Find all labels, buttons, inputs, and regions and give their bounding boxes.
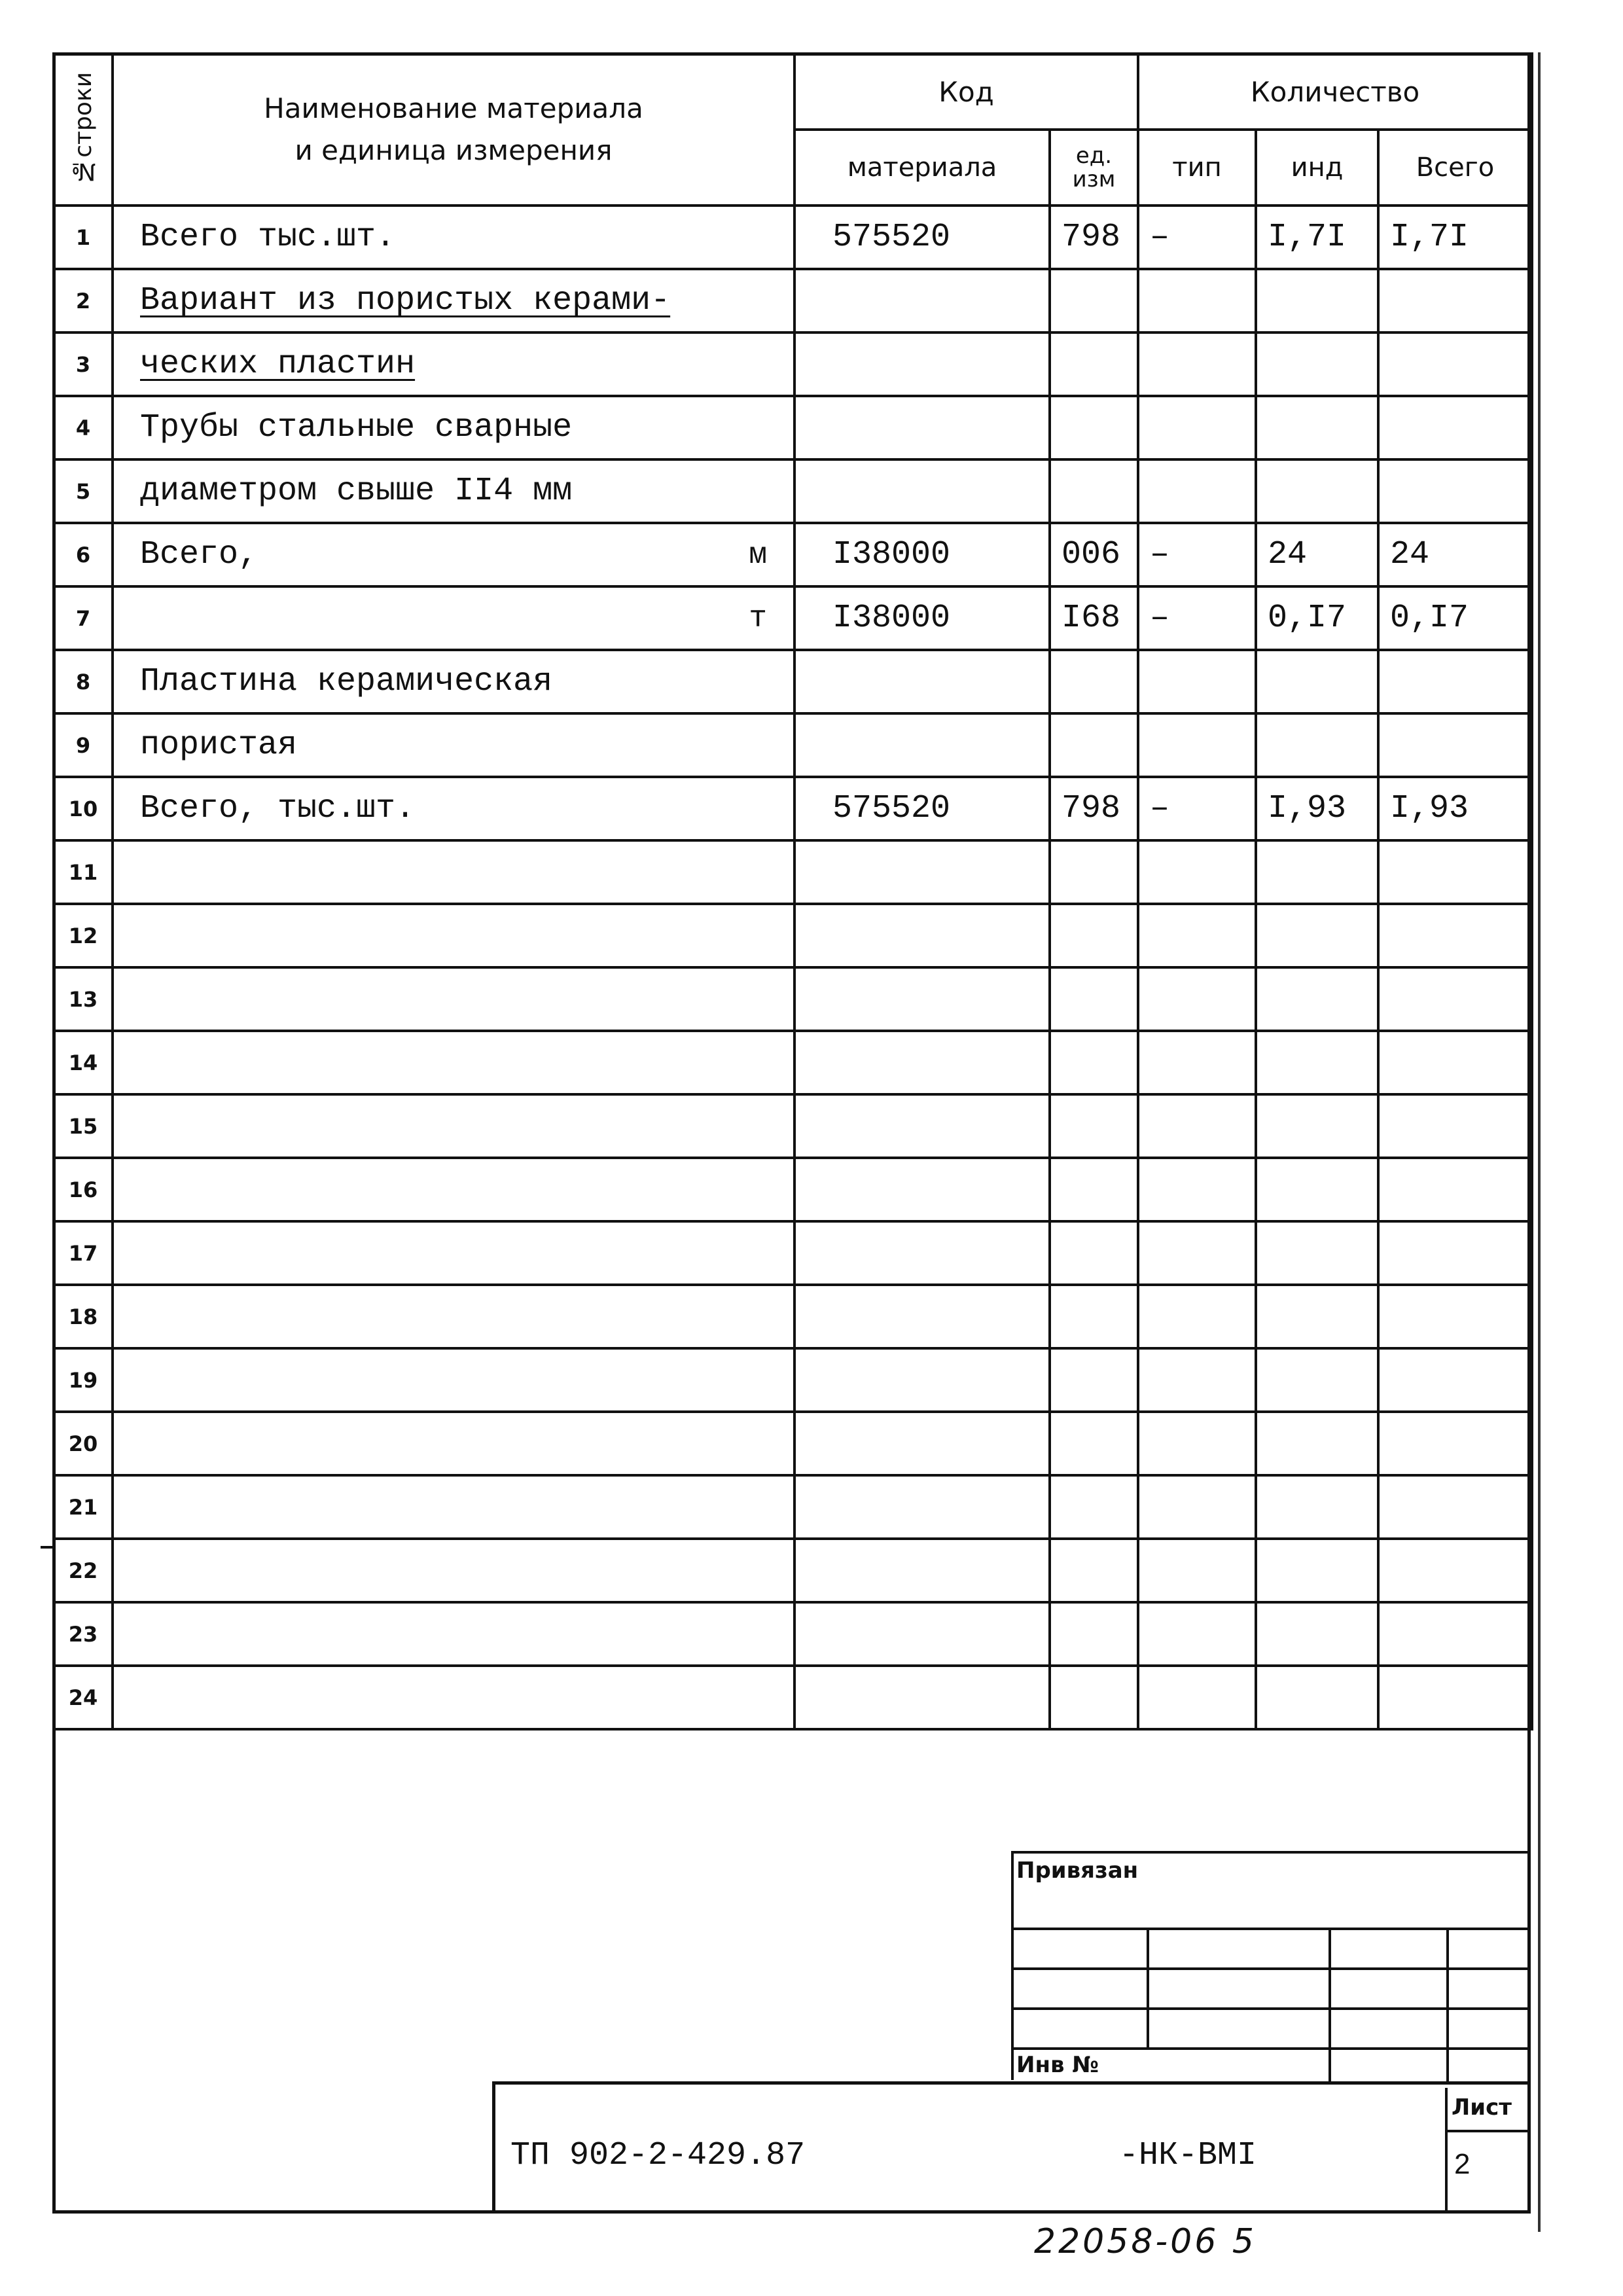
qty-total	[1378, 1285, 1532, 1348]
material-code	[794, 1158, 1050, 1221]
material-code	[794, 840, 1050, 904]
table-row	[54, 777, 1532, 840]
material-code	[794, 1539, 1050, 1602]
table-row	[54, 206, 1532, 269]
material-name-text: Всего,	[140, 536, 259, 573]
unit-code	[1050, 459, 1138, 523]
material-name	[113, 396, 794, 459]
qty-total-header: Всего	[1378, 130, 1532, 206]
material-code: I38000	[794, 586, 1050, 650]
archive-number: 22058-06 5	[1034, 2222, 1257, 2261]
table-row	[54, 1602, 1532, 1666]
qty-total	[1378, 269, 1532, 332]
material-name	[113, 269, 794, 332]
material-code	[794, 1412, 1050, 1475]
row-number: 11	[54, 840, 113, 904]
unit-code	[1050, 1475, 1138, 1539]
qty-ind	[1256, 269, 1378, 332]
material-code: 575520	[794, 777, 1050, 840]
row-number: 18	[54, 1285, 113, 1348]
table-row	[54, 269, 1532, 332]
qty-ind	[1256, 840, 1378, 904]
binding-line	[1011, 1928, 1531, 1930]
material-name	[113, 206, 794, 269]
qty-ind	[1256, 332, 1378, 396]
qty-ind	[1256, 1412, 1378, 1475]
table-row	[54, 967, 1532, 1031]
qty-ind	[1256, 1094, 1378, 1158]
table-row	[54, 1158, 1532, 1221]
qty-ind	[1256, 1539, 1378, 1602]
material-name-text: Пластина керамическая	[140, 663, 553, 700]
unit-code	[1050, 332, 1138, 396]
qty-type	[1138, 1412, 1256, 1475]
unit-code	[1050, 1094, 1138, 1158]
material-name-text: пористая	[140, 726, 298, 764]
qty-total: I,93	[1378, 777, 1532, 840]
material-name	[113, 586, 794, 650]
row-number: 5	[54, 459, 113, 523]
qty-total: I,7I	[1378, 206, 1532, 269]
qty-total: 0,I7	[1378, 586, 1532, 650]
qty-type	[1138, 650, 1256, 713]
unit-code: 006	[1050, 523, 1138, 586]
unit-code	[1050, 967, 1138, 1031]
material-unit: м	[749, 537, 767, 572]
qty-total	[1378, 332, 1532, 396]
qty-type: –	[1138, 206, 1256, 269]
quantity-group-header: Количество	[1138, 54, 1532, 130]
unit-code	[1050, 1031, 1138, 1094]
qty-total	[1378, 1666, 1532, 1729]
table-row	[54, 332, 1532, 396]
binding-divider	[1147, 1928, 1149, 2047]
material-code	[794, 650, 1050, 713]
qty-type	[1138, 840, 1256, 904]
material-name-text: Всего, тыс.шт.	[140, 790, 416, 827]
material-name	[113, 523, 794, 586]
material-code	[794, 1602, 1050, 1666]
qty-type: –	[1138, 777, 1256, 840]
code-unit-header	[1050, 130, 1138, 206]
materials-table	[52, 52, 1533, 1731]
table-row	[54, 1412, 1532, 1475]
unit-code	[1050, 650, 1138, 713]
material-name-text: Всего тыс.шт.	[140, 219, 396, 256]
qty-type	[1138, 1221, 1256, 1285]
material-code	[794, 1221, 1050, 1285]
material-unit: т	[749, 601, 767, 636]
material-name	[113, 777, 794, 840]
material-code	[794, 332, 1050, 396]
material-code	[794, 1094, 1050, 1158]
code-material-header: материала	[794, 130, 1050, 206]
binding-divider	[1446, 1928, 1449, 2083]
qty-type	[1138, 967, 1256, 1031]
row-number-header	[54, 54, 113, 206]
material-code: 575520	[794, 206, 1050, 269]
qty-ind	[1256, 904, 1378, 967]
unit-code	[1050, 1666, 1138, 1729]
row-number: 4	[54, 396, 113, 459]
qty-type	[1138, 269, 1256, 332]
qty-ind	[1256, 459, 1378, 523]
code-unit-header-line1: ед.	[1075, 143, 1113, 169]
code-unit-header-line2: изм	[1072, 166, 1116, 192]
qty-total	[1378, 459, 1532, 523]
qty-type	[1138, 1666, 1256, 1729]
qty-ind	[1256, 396, 1378, 459]
unit-code	[1050, 1221, 1138, 1285]
material-name	[113, 1094, 794, 1158]
binding-line	[1011, 1967, 1531, 1970]
unit-code	[1050, 840, 1138, 904]
table-row	[54, 1031, 1532, 1094]
row-number-header-label: №строки	[69, 72, 97, 185]
qty-type	[1138, 1031, 1256, 1094]
qty-ind	[1256, 1602, 1378, 1666]
table-row	[54, 1475, 1532, 1539]
qty-type	[1138, 1158, 1256, 1221]
table-row	[54, 1285, 1532, 1348]
qty-ind: 0,I7	[1256, 586, 1378, 650]
qty-ind: I,7I	[1256, 206, 1378, 269]
qty-type: –	[1138, 523, 1256, 586]
qty-total	[1378, 1348, 1532, 1412]
qty-total	[1378, 967, 1532, 1031]
material-name	[113, 1475, 794, 1539]
qty-total	[1378, 904, 1532, 967]
material-code	[794, 1031, 1050, 1094]
qty-ind	[1256, 1221, 1378, 1285]
unit-code	[1050, 1602, 1138, 1666]
row-number: 22	[54, 1539, 113, 1602]
material-code: I38000	[794, 523, 1050, 586]
qty-total	[1378, 1031, 1532, 1094]
material-name-header	[113, 54, 794, 206]
table-row	[54, 1348, 1532, 1412]
table-row	[54, 1221, 1532, 1285]
margin-tick	[41, 1546, 52, 1549]
inventory-label: Инв №	[1016, 2052, 1099, 2078]
table-row	[54, 1094, 1532, 1158]
row-number: 15	[54, 1094, 113, 1158]
material-name	[113, 1602, 794, 1666]
material-name	[113, 713, 794, 777]
table-row	[54, 396, 1532, 459]
qty-total	[1378, 840, 1532, 904]
material-name-text: Вариант из пористых керами-	[140, 282, 671, 319]
row-number: 19	[54, 1348, 113, 1412]
material-name	[113, 1158, 794, 1221]
qty-type	[1138, 1539, 1256, 1602]
qty-type	[1138, 459, 1256, 523]
unit-code: 798	[1050, 206, 1138, 269]
unit-code	[1050, 904, 1138, 967]
qty-type	[1138, 713, 1256, 777]
table-row	[54, 904, 1532, 967]
qty-type	[1138, 1285, 1256, 1348]
qty-type	[1138, 1475, 1256, 1539]
qty-ind	[1256, 650, 1378, 713]
table-row	[54, 586, 1532, 650]
qty-type	[1138, 904, 1256, 967]
table-row	[54, 713, 1532, 777]
qty-total	[1378, 1475, 1532, 1539]
qty-total	[1378, 396, 1532, 459]
row-number: 1	[54, 206, 113, 269]
qty-ind	[1256, 1348, 1378, 1412]
material-code	[794, 904, 1050, 967]
row-number: 20	[54, 1412, 113, 1475]
row-number: 13	[54, 967, 113, 1031]
material-code	[794, 459, 1050, 523]
table-row	[54, 650, 1532, 713]
row-number: 16	[54, 1158, 113, 1221]
material-name-header-line2: и единица измерения	[294, 134, 613, 166]
material-name	[113, 1539, 794, 1602]
qty-total: 24	[1378, 523, 1532, 586]
unit-code	[1050, 713, 1138, 777]
table-row	[54, 1539, 1532, 1602]
row-number: 6	[54, 523, 113, 586]
material-name	[113, 650, 794, 713]
row-number: 2	[54, 269, 113, 332]
qty-total	[1378, 1221, 1532, 1285]
qty-total	[1378, 1094, 1532, 1158]
table-row	[54, 459, 1532, 523]
material-code	[794, 1666, 1050, 1729]
material-name-text: ческих пластин	[140, 346, 416, 383]
material-name	[113, 904, 794, 967]
material-name-header-line1: Наименование материала	[264, 92, 643, 124]
unit-code	[1050, 1158, 1138, 1221]
table-row	[54, 840, 1532, 904]
row-number: 12	[54, 904, 113, 967]
binding-edge-line	[1538, 52, 1541, 2232]
row-number: 24	[54, 1666, 113, 1729]
qty-ind	[1256, 967, 1378, 1031]
material-name	[113, 1348, 794, 1412]
material-name	[113, 332, 794, 396]
binding-divider	[1329, 1928, 1331, 2083]
qty-total	[1378, 1158, 1532, 1221]
material-name	[113, 1412, 794, 1475]
unit-code	[1050, 1285, 1138, 1348]
material-name	[113, 1031, 794, 1094]
material-code	[794, 1348, 1050, 1412]
material-name	[113, 967, 794, 1031]
code-group-header: Код	[794, 54, 1138, 130]
material-code	[794, 269, 1050, 332]
row-number: 3	[54, 332, 113, 396]
unit-code: I68	[1050, 586, 1138, 650]
qty-ind	[1256, 1666, 1378, 1729]
row-number: 9	[54, 713, 113, 777]
qty-total	[1378, 713, 1532, 777]
qty-ind	[1256, 1475, 1378, 1539]
qty-type: –	[1138, 586, 1256, 650]
document-suffix: -НК-ВМI	[1119, 2137, 1257, 2174]
binding-label: Привязан	[1016, 1857, 1139, 1884]
material-name	[113, 840, 794, 904]
qty-total	[1378, 1539, 1532, 1602]
qty-type-header: тип	[1138, 130, 1256, 206]
qty-total	[1378, 650, 1532, 713]
qty-ind	[1256, 1158, 1378, 1221]
sheet-box-divider	[1445, 2130, 1531, 2132]
material-code	[794, 967, 1050, 1031]
sheet-label: Лист	[1452, 2094, 1512, 2121]
material-name	[113, 1221, 794, 1285]
material-code	[794, 396, 1050, 459]
document-code: ТП 902-2-429.87	[510, 2137, 806, 2174]
unit-code	[1050, 1348, 1138, 1412]
material-name	[113, 1285, 794, 1348]
unit-code	[1050, 269, 1138, 332]
qty-ind	[1256, 713, 1378, 777]
qty-total	[1378, 1412, 1532, 1475]
row-number: 23	[54, 1602, 113, 1666]
row-number: 8	[54, 650, 113, 713]
material-name	[113, 1666, 794, 1729]
qty-type	[1138, 1602, 1256, 1666]
qty-ind	[1256, 1285, 1378, 1348]
material-code	[794, 1475, 1050, 1539]
row-number: 10	[54, 777, 113, 840]
qty-ind	[1256, 1031, 1378, 1094]
qty-ind-header: инд	[1256, 130, 1378, 206]
unit-code	[1050, 1412, 1138, 1475]
table-row	[54, 1666, 1532, 1729]
material-name-text: диаметром свыше II4 мм	[140, 473, 573, 510]
qty-ind: I,93	[1256, 777, 1378, 840]
qty-ind: 24	[1256, 523, 1378, 586]
unit-code	[1050, 1539, 1138, 1602]
qty-type	[1138, 1094, 1256, 1158]
row-number: 21	[54, 1475, 113, 1539]
binding-line	[1011, 2047, 1531, 2050]
material-code	[794, 1285, 1050, 1348]
qty-type	[1138, 396, 1256, 459]
table-row	[54, 523, 1532, 586]
qty-type	[1138, 332, 1256, 396]
material-name	[113, 459, 794, 523]
binding-line	[1011, 2007, 1531, 2010]
row-number: 7	[54, 586, 113, 650]
unit-code	[1050, 396, 1138, 459]
material-name-text: Трубы стальные сварные	[140, 409, 573, 446]
unit-code: 798	[1050, 777, 1138, 840]
material-code	[794, 713, 1050, 777]
sheet-number: 2	[1454, 2148, 1471, 2180]
qty-total	[1378, 1602, 1532, 1666]
row-number: 14	[54, 1031, 113, 1094]
binding-block	[1011, 1851, 1528, 2080]
qty-type	[1138, 1348, 1256, 1412]
row-number: 17	[54, 1221, 113, 1285]
